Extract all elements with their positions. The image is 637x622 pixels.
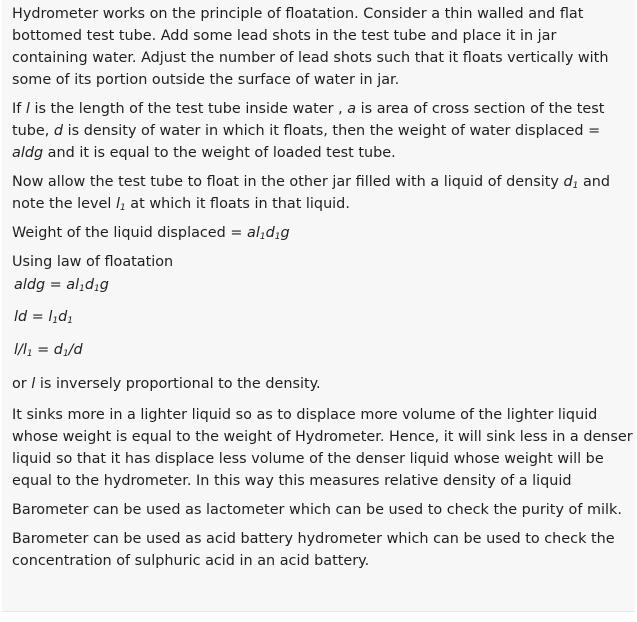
equation-2 bbox=[14, 306, 635, 328]
variable-l: l bbox=[31, 376, 36, 392]
text: If bbox=[12, 101, 26, 117]
section-heading: Using law of floatation bbox=[12, 254, 174, 270]
paragraph-inverse-proportion bbox=[12, 373, 635, 395]
expr: d bbox=[265, 225, 275, 241]
document-body bbox=[2, 0, 635, 612]
text: is area of cross section of the test tube, bbox=[12, 101, 605, 139]
text: at which it floats in that liquid. bbox=[125, 196, 350, 212]
equation-3 bbox=[14, 339, 635, 361]
text: Now allow the test tube to float in the other jar filled with a liquid of density bbox=[12, 174, 564, 190]
expr: d bbox=[84, 277, 94, 293]
subscript: 1 bbox=[93, 284, 100, 294]
paragraph-water-displaced bbox=[12, 98, 635, 164]
subscript: 1 bbox=[572, 181, 579, 191]
expression bbox=[14, 342, 83, 358]
paragraph-weight-displaced bbox=[12, 222, 635, 244]
expr: l/l bbox=[14, 342, 27, 358]
expression-aldg: aldg bbox=[12, 145, 44, 161]
expr: ld = l bbox=[14, 309, 53, 325]
text: or bbox=[12, 376, 32, 392]
subscript: 1 bbox=[259, 232, 266, 242]
expr: aldg = al bbox=[14, 277, 80, 293]
expr: /d bbox=[68, 342, 83, 358]
expr: d bbox=[58, 309, 68, 325]
variable-l: l bbox=[25, 101, 30, 117]
text: is density of water in which it floats, then the weight of water displaced = bbox=[63, 123, 601, 139]
expr: = d bbox=[32, 342, 63, 358]
expr: al bbox=[247, 225, 260, 241]
variable-d1 bbox=[564, 174, 579, 190]
subscript: 1 bbox=[26, 349, 33, 359]
text: and note the level bbox=[12, 174, 611, 212]
var: d bbox=[563, 174, 573, 190]
subscript: 1 bbox=[62, 349, 69, 359]
subscript: 1 bbox=[274, 232, 281, 242]
expr: g bbox=[99, 277, 109, 293]
text: is inversely proportional to the density. bbox=[35, 376, 321, 392]
subscript: 1 bbox=[79, 284, 85, 294]
variable-d: d bbox=[53, 123, 64, 139]
equation-1 bbox=[14, 273, 635, 297]
paragraph-other-liquid bbox=[12, 171, 635, 215]
variable-a: a bbox=[347, 101, 357, 117]
text: and it is equal to the weight of loaded test tube. bbox=[43, 145, 396, 161]
paragraph-acid-hydrometer: Barometer can be used as acid battery hydrometer which can be used to check the concentration of sulphuric acid in an acid battery. bbox=[12, 531, 615, 569]
text: Weight of the liquid displaced = bbox=[12, 225, 247, 241]
subscript: 1 bbox=[67, 316, 73, 326]
paragraph-lactometer: Barometer can be used as lactometer which can be used to check the purity of milk. bbox=[12, 502, 622, 518]
expression bbox=[14, 277, 109, 293]
expression-al1d1g bbox=[247, 225, 290, 241]
subscript: 1 bbox=[119, 203, 126, 213]
paragraph-hydrometer-principle: Hydrometer works on the principle of floatation. Consider a thin walled and flat bottomed test tube. Add some lead shots in the test tube and place it in jar containing water. Adjust the number of lead shots such that it floats vertically with some of its portion outside the surface of water in jar. bbox=[12, 6, 609, 88]
variable-l1 bbox=[116, 196, 126, 212]
section-law-of-floatation bbox=[12, 251, 635, 361]
text: is the length of the test tube inside water , bbox=[29, 101, 348, 117]
expression bbox=[14, 309, 73, 325]
paragraph-lighter-denser: It sinks more in a lighter liquid so as to displace more volume of the lighter liquid whose weight is equal to the weight of Hydrometer. Hence, it will sink less in a denser liquid so that it has displace less volume of the denser liquid whose weight will be equal to the hydrometer. In this way this measures relative density of a liquid bbox=[12, 407, 633, 489]
subscript: 1 bbox=[52, 316, 59, 326]
var: l bbox=[115, 196, 120, 212]
expr: g bbox=[280, 225, 290, 241]
